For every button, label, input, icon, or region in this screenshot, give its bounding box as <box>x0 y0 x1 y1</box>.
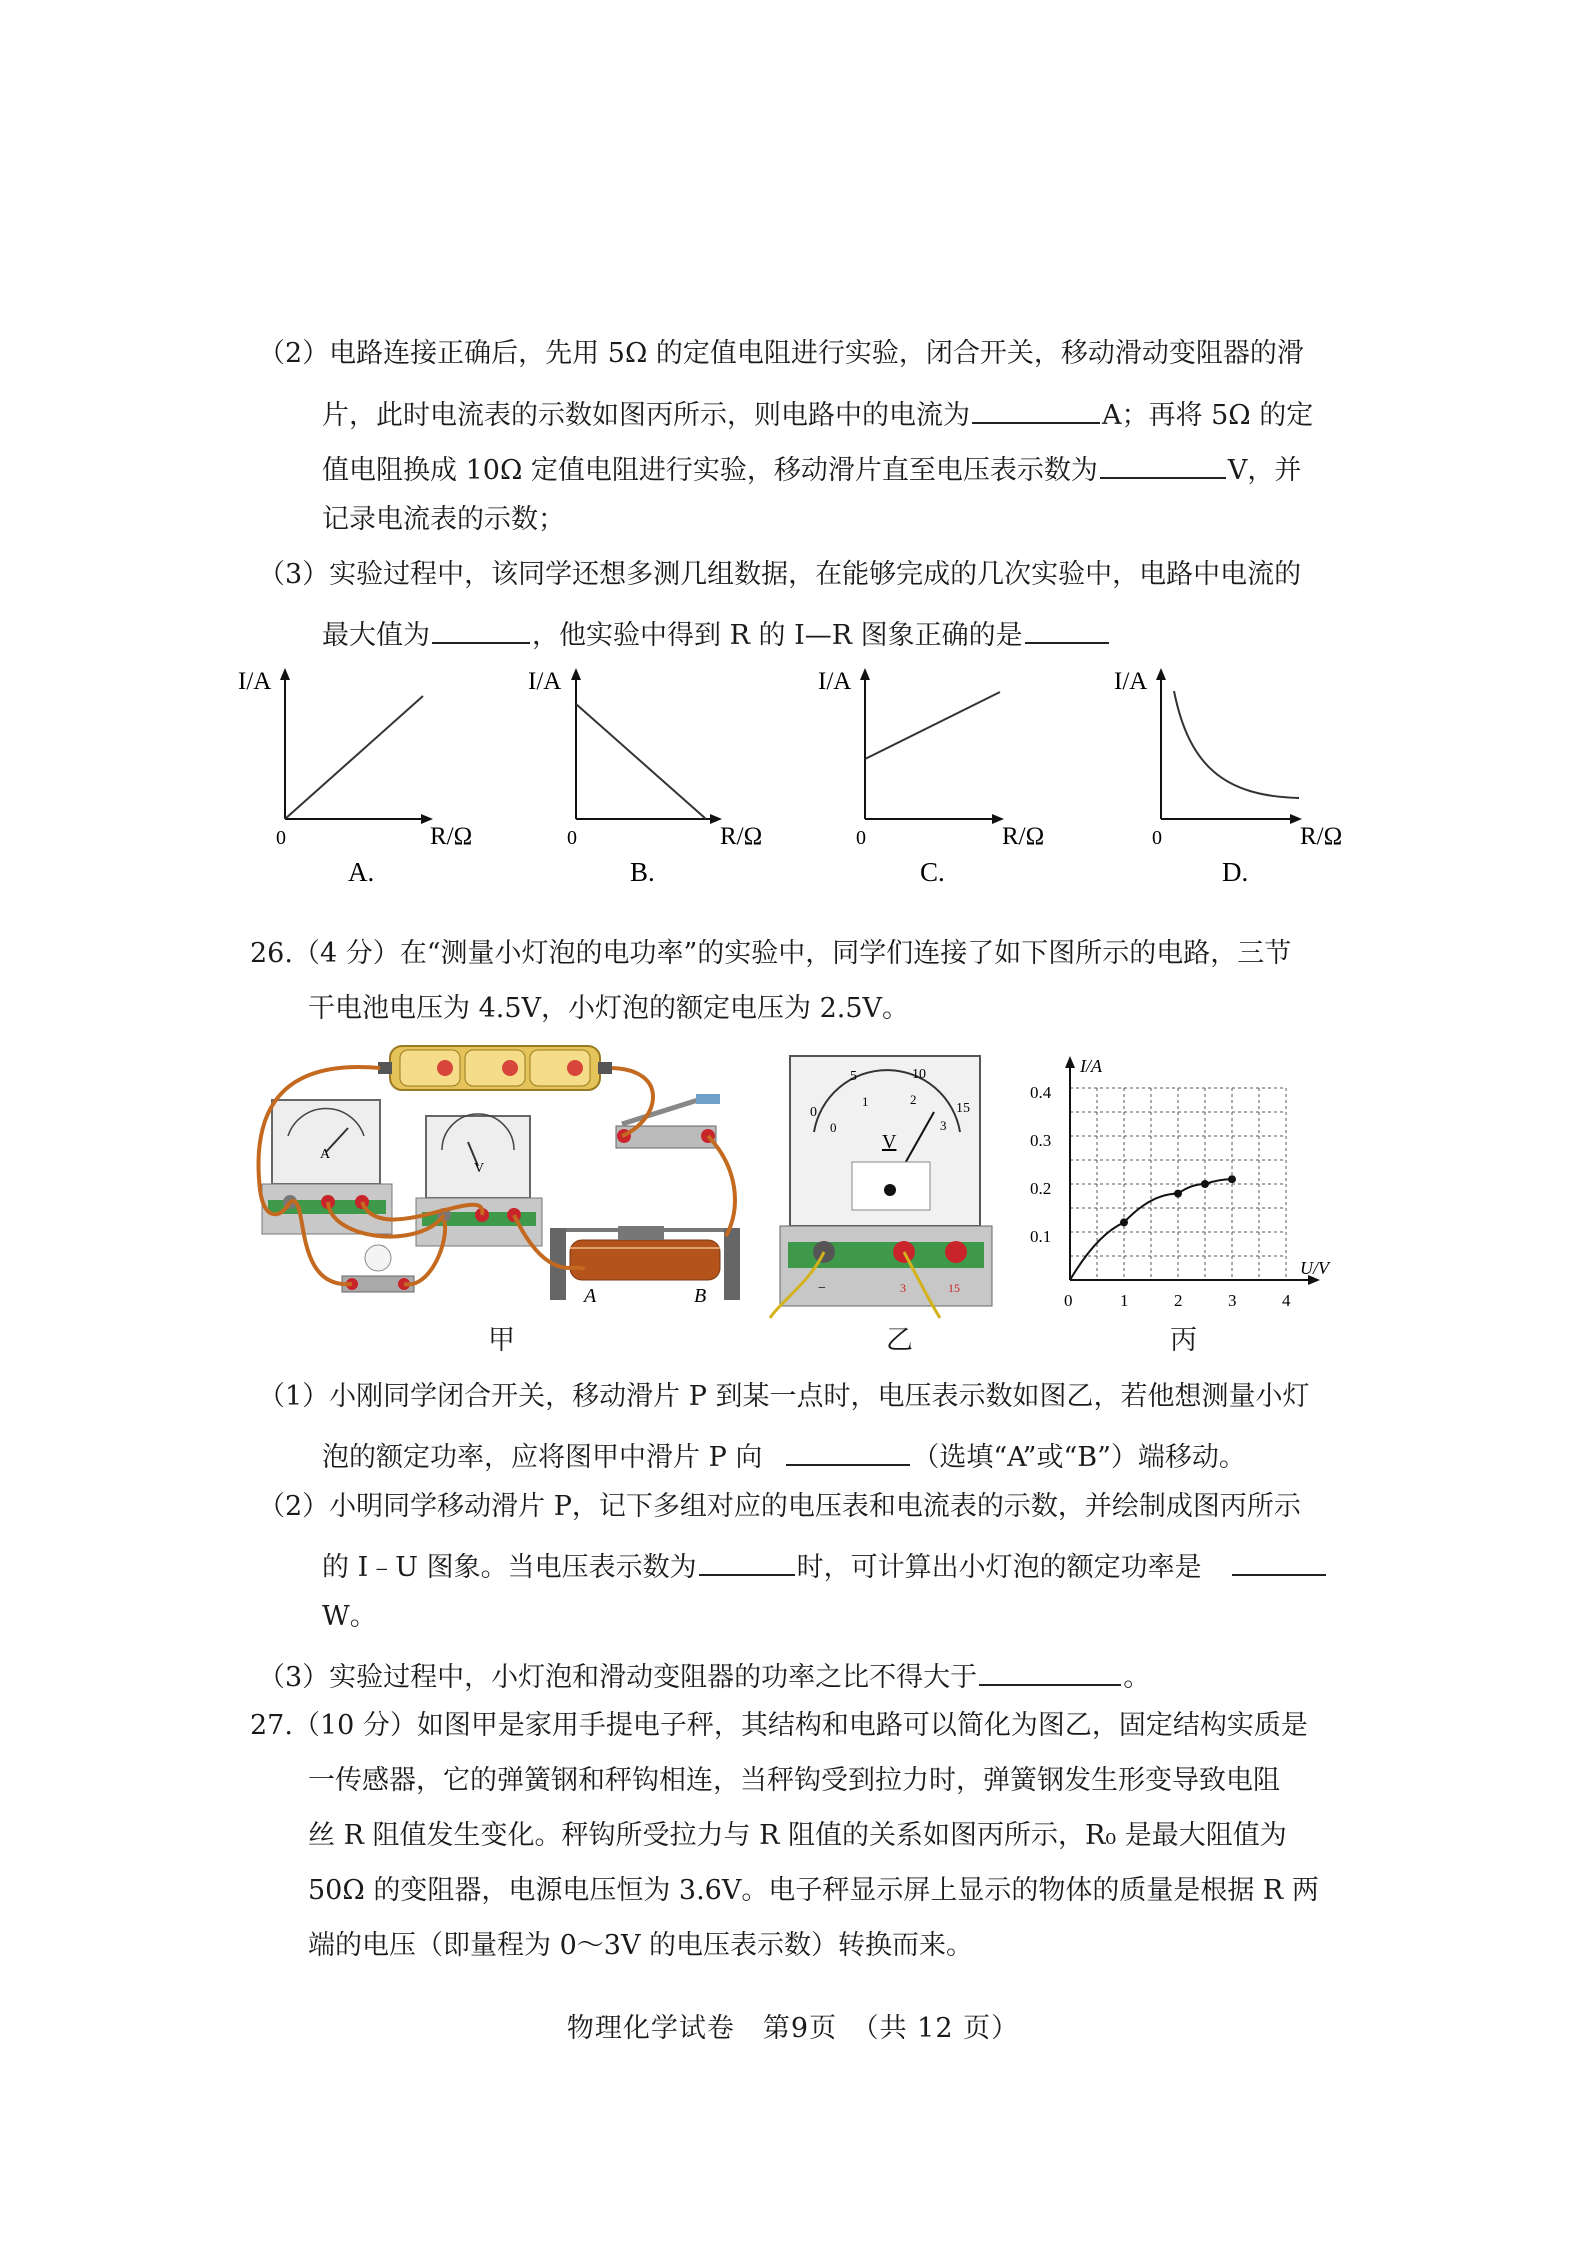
rated-power-blank[interactable] <box>1232 1548 1326 1576</box>
ir-graph-d <box>1104 656 1344 896</box>
figure-jia-caption: 甲 <box>488 1325 515 1356</box>
q26-p3-line1 <box>258 1658 1150 1691</box>
scale-outer-15: 15 <box>956 1101 970 1116</box>
xtick-4: 4 <box>1282 1291 1291 1310</box>
graph-origin: 0 <box>1152 827 1162 849</box>
q25-p2-text-d: V，并 <box>1227 455 1302 486</box>
terminal-b-label: B <box>694 1285 707 1307</box>
terminal-15: 15 <box>948 1281 960 1295</box>
terminal-3: 3 <box>900 1281 906 1295</box>
q25-p2-text-c: 值电阻换成 10Ω 定值电阻进行实验，移动滑片直至电压表示数为 <box>322 455 1098 486</box>
voltage-reading-blank[interactable] <box>699 1548 795 1576</box>
figure-bing-caption: 丙 <box>1170 1325 1197 1356</box>
voltage-blank[interactable] <box>1100 451 1226 479</box>
data-point <box>1120 1218 1128 1226</box>
xtick-3: 3 <box>1228 1291 1237 1310</box>
scale-outer-5: 5 <box>850 1069 857 1084</box>
graph-choice-blank[interactable] <box>1025 616 1109 644</box>
graph-line <box>285 696 423 819</box>
terminal-a-label: A <box>584 1285 597 1307</box>
q26-p1-text-a: 泡的额定功率，应将图甲中滑片 P 向 <box>322 1442 763 1473</box>
terminal-neg: − <box>818 1281 826 1296</box>
current-blank[interactable] <box>972 396 1100 424</box>
chart-xlabel: U/V <box>1300 1258 1329 1278</box>
q25-p3-line2 <box>322 616 1111 649</box>
switch-icon <box>616 1094 720 1148</box>
scale-inner-0: 0 <box>830 1120 837 1135</box>
q25-p2-line4: 记录电流表的示数； <box>322 504 565 535</box>
option-label-a[interactable]: A. <box>348 857 375 887</box>
ir-graph-c <box>808 656 1045 896</box>
q26-p1-text-b: （选填“A”或“B”）端移动。 <box>912 1442 1246 1473</box>
battery-icon <box>378 1046 612 1090</box>
graph-ylabel: I/A <box>818 668 852 695</box>
q25-p2-text-a: 片，此时电流表的示数如图丙所示，则电路中的电流为 <box>322 400 970 431</box>
q25-p2-line1: （2）电路连接正确后，先用 5Ω 的定值电阻进行实验，闭合开关，移动滑动变阻器的滑 <box>258 338 1304 369</box>
q26-p3-text-a: （3）实验过程中，小灯泡和滑动变阻器的功率之比不得大于 <box>258 1662 978 1693</box>
graph-ylabel: I/A <box>528 668 562 695</box>
graph-curve <box>1174 691 1299 798</box>
scale-outer-0: 0 <box>810 1105 817 1120</box>
data-point <box>1228 1175 1236 1183</box>
q27-line3: 丝 R 阻值发生变化。秤钩所受拉力与 R 阻值的关系如图丙所示，R₀ 是最大阻值为 <box>308 1820 1287 1851</box>
voltmeter-closeup-unit: V <box>882 1131 897 1153</box>
option-label-d[interactable]: D. <box>1222 857 1249 887</box>
q25-p2-text-b: A；再将 5Ω 的定 <box>1102 400 1314 431</box>
graph-origin: 0 <box>567 827 577 849</box>
power-ratio-blank[interactable] <box>979 1658 1121 1686</box>
q25-p3-line1: （3）实验过程中，该同学还想多测几组数据，在能够完成的几次实验中，电路中电流的 <box>258 559 1302 590</box>
ir-graph-a <box>230 656 473 896</box>
voltmeter-closeup <box>770 1052 1010 1322</box>
ytick-0.4: 0.4 <box>1030 1083 1052 1102</box>
graph-ylabel: I/A <box>1114 668 1148 695</box>
graph-xlabel: R/Ω <box>430 823 473 850</box>
option-label-b[interactable]: B. <box>630 857 655 887</box>
q26-p2-line3: W。 <box>322 1601 377 1632</box>
voltmeter-unit: V <box>474 1161 485 1176</box>
graph-xlabel: R/Ω <box>720 823 763 850</box>
q26-p1-line1: （1）小刚同学闭合开关，移动滑片 P 到某一点时，电压表示数如图乙，若他想测量小灯 <box>258 1381 1310 1412</box>
graph-origin: 0 <box>856 827 866 849</box>
q25-p3-text-b: ，他实验中得到 R 的 I—R 图象正确的是 <box>532 620 1023 651</box>
scale-outer-10: 10 <box>912 1067 926 1082</box>
q26-line2: 干电池电压为 4.5V，小灯泡的额定电压为 2.5V。 <box>308 993 910 1024</box>
q27-line5: 端的电压（即量程为 0～3V 的电压表示数）转换而来。 <box>308 1930 974 1961</box>
figure-yi-caption: 乙 <box>886 1325 913 1356</box>
q25-p2-line2 <box>322 396 1313 429</box>
data-point <box>1174 1190 1182 1198</box>
xtick-0: 0 <box>1064 1291 1073 1310</box>
bulb-icon <box>342 1245 414 1292</box>
max-current-blank[interactable] <box>432 616 530 644</box>
q25-p2-line3 <box>322 451 1301 484</box>
q26-p2-line2 <box>322 1548 1328 1581</box>
scale-inner-1: 1 <box>862 1094 869 1109</box>
q26-p3-text-b: 。 <box>1123 1662 1151 1693</box>
ammeter-unit: A <box>320 1147 331 1162</box>
xtick-1: 1 <box>1120 1291 1129 1310</box>
data-point <box>1201 1180 1209 1188</box>
chart-ylabel: I/A <box>1080 1056 1102 1076</box>
iu-chart <box>1022 1044 1342 1314</box>
graph-xlabel: R/Ω <box>1300 823 1343 850</box>
q26-p1-line2 <box>322 1438 1246 1471</box>
ytick-0.1: 0.1 <box>1030 1227 1052 1246</box>
scale-inner-3: 3 <box>940 1118 947 1133</box>
q26-p2-line1: （2）小明同学移动滑片 P，记下多组对应的电压表和电流表的示数，并绘制成图丙所示 <box>258 1491 1301 1522</box>
graph-line <box>865 692 1000 759</box>
q26-line1: 26.（4 分）在“测量小灯泡的电功率”的实验中，同学们连接了如下图所示的电路，三节 <box>250 938 1292 969</box>
scale-inner-2: 2 <box>910 1092 917 1107</box>
circuit-figure <box>250 1040 750 1340</box>
graph-xlabel: R/Ω <box>1002 823 1045 850</box>
xtick-2: 2 <box>1174 1291 1183 1310</box>
page-footer: 物理化学试卷 第9页 （共 12 页） <box>566 2013 1020 2044</box>
ytick-0.2: 0.2 <box>1030 1179 1052 1198</box>
ytick-0.3: 0.3 <box>1030 1131 1052 1150</box>
ir-graph-b <box>518 656 763 896</box>
q27-line2: 一传感器，它的弹簧钢和秤钩相连，当秤钩受到拉力时，弹簧钢发生形变导致电阻 <box>308 1765 1280 1796</box>
q26-p2-text-b: 时，可计算出小灯泡的额定功率是 <box>796 1552 1202 1583</box>
q27-line4: 50Ω 的变阻器，电源电压恒为 3.6V。电子秤显示屏上显示的物体的质量是根据 R 两 <box>308 1875 1319 1906</box>
option-label-c[interactable]: C. <box>920 857 945 887</box>
graph-origin: 0 <box>276 827 286 849</box>
q25-p3-text-a: 最大值为 <box>322 620 430 651</box>
chart-grid <box>1070 1088 1286 1280</box>
direction-blank[interactable] <box>786 1438 910 1466</box>
q26-p2-text-a: 的 I﹣U 图象。当电压表示数为 <box>322 1552 697 1583</box>
graph-line <box>576 704 706 819</box>
q27-line1: 27.（10 分）如图甲是家用手提电子秤，其结构和电路可以简化为图乙，固定结构实质是 <box>250 1710 1308 1741</box>
graph-ylabel: I/A <box>238 668 272 695</box>
